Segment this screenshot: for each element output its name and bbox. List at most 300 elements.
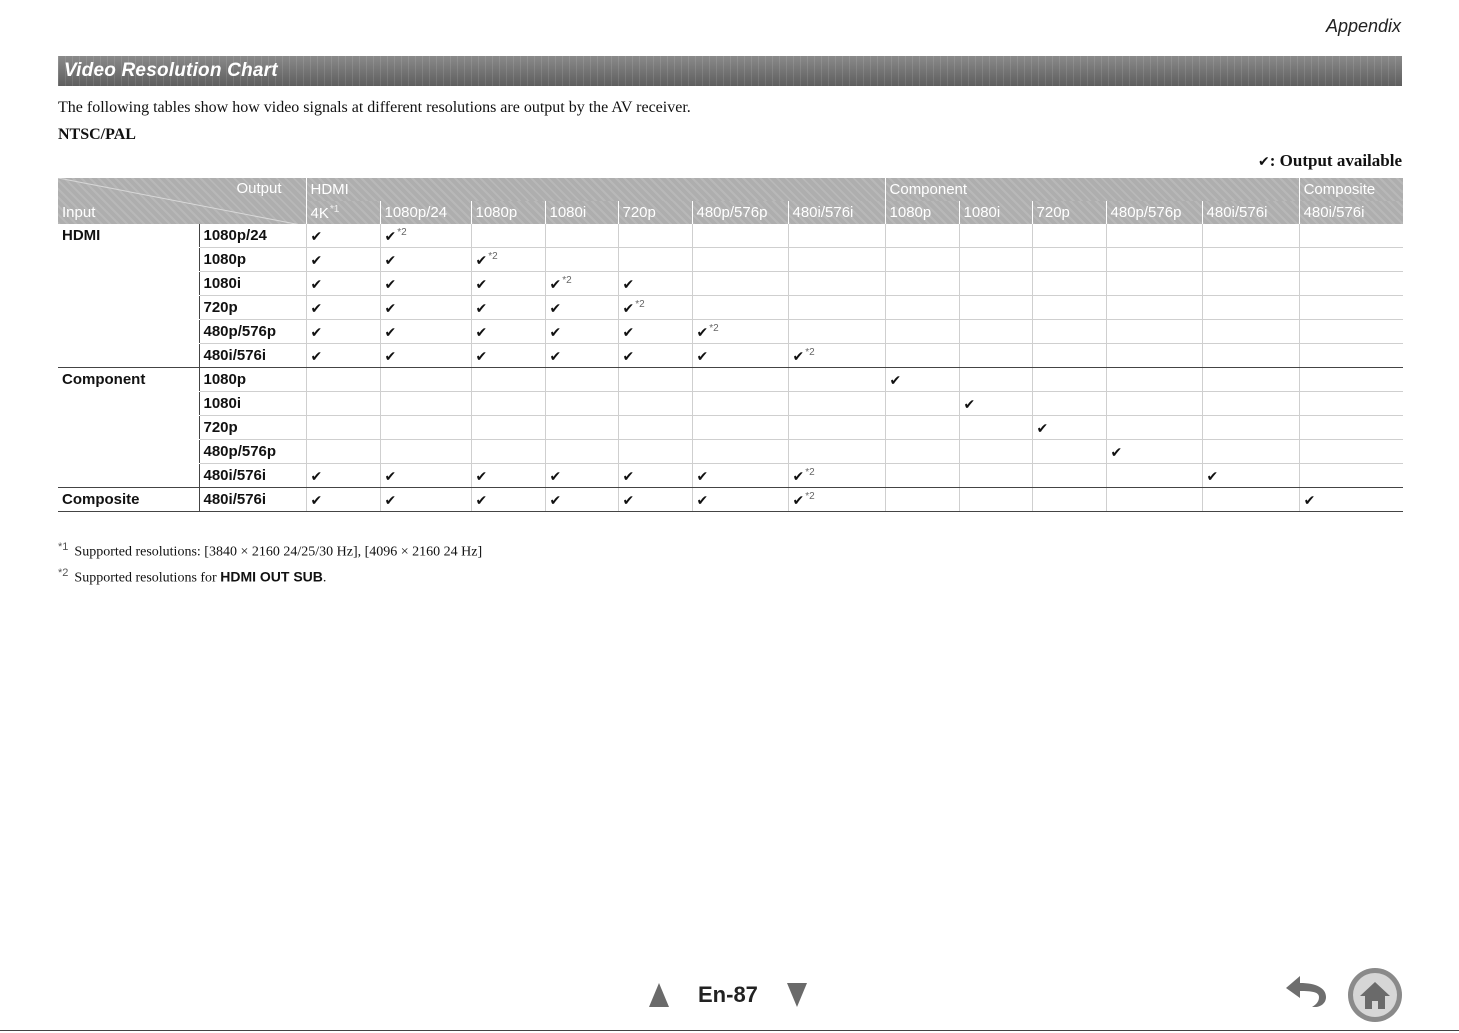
footnote-ref: *2 bbox=[397, 226, 407, 238]
check-icon: ✔ bbox=[384, 228, 397, 245]
check-icon: ✔ bbox=[384, 252, 397, 269]
footnote-ref: *2 bbox=[805, 490, 815, 502]
footnote-ref: *2 bbox=[488, 250, 498, 262]
output-cell bbox=[885, 464, 959, 488]
check-icon: ✔ bbox=[622, 276, 635, 293]
output-cell bbox=[788, 224, 885, 248]
check-icon: ✔ bbox=[622, 324, 635, 341]
output-cell bbox=[1202, 272, 1299, 296]
output-cell bbox=[1202, 320, 1299, 344]
output-cell bbox=[959, 320, 1032, 344]
output-cell bbox=[618, 272, 692, 296]
check-icon: ✔ bbox=[792, 348, 805, 365]
output-cell bbox=[959, 296, 1032, 320]
output-cell bbox=[545, 392, 618, 416]
output-cell bbox=[471, 416, 545, 440]
output-cell bbox=[380, 392, 471, 416]
check-icon: ✔ bbox=[475, 300, 488, 317]
output-cell bbox=[1202, 416, 1299, 440]
input-group-cell bbox=[58, 392, 199, 416]
footnote-ref: *2 bbox=[805, 466, 815, 478]
output-cell bbox=[380, 296, 471, 320]
output-cell bbox=[885, 344, 959, 368]
check-icon: ✔ bbox=[310, 324, 323, 341]
footnote-ref: *2 bbox=[562, 274, 572, 286]
output-cell bbox=[306, 320, 380, 344]
table-row bbox=[58, 296, 1403, 320]
output-cell bbox=[471, 464, 545, 488]
intro-text: The following tables show how video signals at different resolutions are output by the AV receiver. bbox=[58, 99, 691, 116]
check-icon: ✔ bbox=[889, 372, 902, 389]
column-label: 720p bbox=[622, 204, 656, 221]
input-group-cell bbox=[58, 320, 199, 344]
check-icon: ✔ bbox=[475, 276, 488, 293]
output-cell bbox=[788, 248, 885, 272]
output-cell bbox=[380, 440, 471, 464]
output-cell bbox=[1032, 368, 1106, 392]
check-icon: ✔ bbox=[310, 468, 323, 485]
output-cell bbox=[885, 272, 959, 296]
input-resolution-cell: 720p bbox=[199, 296, 306, 320]
output-cell bbox=[1032, 248, 1106, 272]
check-icon: ✔ bbox=[696, 324, 709, 341]
footnote-1 bbox=[58, 537, 482, 563]
column-label: 1080i bbox=[963, 204, 1001, 221]
check-icon: ✔ bbox=[310, 276, 323, 293]
output-cell bbox=[692, 224, 788, 248]
table-row bbox=[58, 368, 1403, 392]
column-label: 480i/576i bbox=[1303, 204, 1365, 221]
output-cell bbox=[1299, 224, 1403, 248]
footnote-bold: HDMI OUT SUB bbox=[220, 568, 323, 585]
output-cell bbox=[788, 416, 885, 440]
output-cell bbox=[471, 272, 545, 296]
table-row bbox=[58, 344, 1403, 368]
output-cell bbox=[1299, 296, 1403, 320]
column-label: 480p/576p bbox=[696, 204, 768, 221]
corner-output-label: Output bbox=[236, 180, 282, 197]
input-group-cell bbox=[58, 296, 199, 320]
check-icon: ✔ bbox=[475, 252, 488, 269]
input-group-cell bbox=[58, 464, 199, 488]
output-cell bbox=[306, 392, 380, 416]
output-cell bbox=[618, 368, 692, 392]
output-cell bbox=[885, 392, 959, 416]
output-column-header bbox=[306, 201, 380, 224]
input-group-cell bbox=[58, 344, 199, 368]
output-cell bbox=[692, 488, 788, 512]
input-group-cell bbox=[58, 272, 199, 296]
output-cell bbox=[959, 344, 1032, 368]
output-cell bbox=[1106, 464, 1202, 488]
check-icon: ✔ bbox=[549, 276, 562, 293]
input-resolution-cell: 1080i bbox=[199, 272, 306, 296]
output-cell bbox=[306, 248, 380, 272]
output-cell bbox=[1106, 320, 1202, 344]
output-cell bbox=[959, 368, 1032, 392]
footnote-tail: . bbox=[322, 570, 327, 586]
output-cell bbox=[380, 416, 471, 440]
output-cell bbox=[1032, 392, 1106, 416]
output-cell bbox=[618, 440, 692, 464]
output-column-header bbox=[1299, 201, 1403, 224]
output-cell bbox=[885, 224, 959, 248]
output-cell bbox=[692, 344, 788, 368]
check-icon: ✔ bbox=[549, 492, 562, 509]
output-cell bbox=[306, 464, 380, 488]
table-row bbox=[58, 320, 1403, 344]
output-cell bbox=[618, 488, 692, 512]
input-group-cell: Composite bbox=[58, 488, 199, 512]
check-icon: ✔ bbox=[622, 348, 635, 365]
footnote-mark: *2 bbox=[58, 566, 69, 579]
output-cell bbox=[306, 344, 380, 368]
input-group-cell bbox=[58, 440, 199, 464]
output-cell bbox=[788, 464, 885, 488]
title-bar bbox=[58, 56, 1402, 86]
output-cell bbox=[306, 440, 380, 464]
output-cell bbox=[885, 488, 959, 512]
output-cell bbox=[788, 488, 885, 512]
output-cell bbox=[959, 392, 1032, 416]
output-group-hdmi: HDMI bbox=[306, 178, 885, 201]
page-title: Video Resolution Chart bbox=[64, 60, 278, 81]
check-icon: ✔ bbox=[549, 324, 562, 341]
output-cell bbox=[1032, 272, 1106, 296]
legend bbox=[1258, 151, 1402, 171]
output-cell bbox=[1106, 392, 1202, 416]
footnote-ref: *1 bbox=[329, 203, 340, 215]
output-cell bbox=[885, 296, 959, 320]
output-cell bbox=[545, 344, 618, 368]
table-corner-header bbox=[58, 178, 306, 224]
output-column-header bbox=[692, 201, 788, 224]
output-cell bbox=[306, 296, 380, 320]
input-group-cell bbox=[58, 416, 199, 440]
output-cell bbox=[618, 344, 692, 368]
output-cell bbox=[959, 248, 1032, 272]
output-cell bbox=[471, 440, 545, 464]
triangle-up-icon[interactable] bbox=[648, 982, 670, 1008]
table-row bbox=[58, 416, 1403, 440]
output-cell bbox=[471, 224, 545, 248]
check-icon: ✔ bbox=[475, 324, 488, 341]
output-column-header bbox=[1106, 201, 1202, 224]
column-label: 4K bbox=[310, 204, 329, 222]
footnote-2 bbox=[58, 563, 482, 589]
output-cell bbox=[788, 272, 885, 296]
output-cell bbox=[1299, 488, 1403, 512]
output-cell bbox=[1106, 272, 1202, 296]
output-cell bbox=[1299, 344, 1403, 368]
check-icon: ✔ bbox=[1036, 420, 1049, 437]
output-cell bbox=[380, 344, 471, 368]
output-cell bbox=[959, 224, 1032, 248]
check-icon: ✔ bbox=[1258, 154, 1270, 170]
page-bottom-rule bbox=[0, 1030, 1459, 1031]
output-cell bbox=[885, 368, 959, 392]
output-cell bbox=[1299, 440, 1403, 464]
output-cell bbox=[545, 248, 618, 272]
check-icon: ✔ bbox=[1303, 492, 1316, 509]
output-cell bbox=[1032, 320, 1106, 344]
output-cell bbox=[471, 392, 545, 416]
check-icon: ✔ bbox=[475, 492, 488, 509]
output-cell bbox=[1032, 344, 1106, 368]
output-cell bbox=[692, 296, 788, 320]
output-cell bbox=[306, 224, 380, 248]
output-cell bbox=[1106, 248, 1202, 272]
output-cell bbox=[618, 416, 692, 440]
output-cell bbox=[959, 440, 1032, 464]
footnote-ref: *2 bbox=[805, 346, 815, 358]
output-cell bbox=[692, 440, 788, 464]
output-cell bbox=[1202, 344, 1299, 368]
output-cell bbox=[788, 296, 885, 320]
output-cell bbox=[692, 368, 788, 392]
output-cell bbox=[618, 296, 692, 320]
output-cell bbox=[1106, 368, 1202, 392]
output-cell bbox=[380, 272, 471, 296]
output-cell bbox=[306, 488, 380, 512]
table-row bbox=[58, 272, 1403, 296]
output-cell bbox=[380, 320, 471, 344]
output-column-header bbox=[788, 201, 885, 224]
check-icon: ✔ bbox=[475, 468, 488, 485]
table-row bbox=[58, 224, 1403, 248]
check-icon: ✔ bbox=[696, 492, 709, 509]
output-cell bbox=[1202, 248, 1299, 272]
output-cell bbox=[306, 368, 380, 392]
page-number: En-87 bbox=[698, 982, 758, 1007]
check-icon: ✔ bbox=[310, 492, 323, 509]
input-resolution-cell: 480i/576i bbox=[199, 344, 306, 368]
return-arrow-icon[interactable] bbox=[1282, 970, 1334, 1010]
input-resolution-cell: 480i/576i bbox=[199, 488, 306, 512]
input-resolution-cell: 480p/576p bbox=[199, 320, 306, 344]
output-cell bbox=[545, 296, 618, 320]
output-cell bbox=[1032, 296, 1106, 320]
output-cell bbox=[788, 440, 885, 464]
column-label: 720p bbox=[1036, 204, 1070, 221]
column-label: 480p/576p bbox=[1110, 204, 1182, 221]
output-cell bbox=[692, 272, 788, 296]
output-cell bbox=[1202, 368, 1299, 392]
column-label: 1080i bbox=[549, 204, 587, 221]
output-cell bbox=[471, 320, 545, 344]
output-cell bbox=[959, 416, 1032, 440]
input-resolution-cell: 480p/576p bbox=[199, 440, 306, 464]
table-row bbox=[58, 464, 1403, 488]
column-label: 1080p bbox=[475, 204, 518, 221]
triangle-down-icon[interactable] bbox=[786, 982, 808, 1008]
table-row bbox=[58, 488, 1403, 512]
output-cell bbox=[545, 272, 618, 296]
output-cell bbox=[545, 464, 618, 488]
output-cell bbox=[1299, 416, 1403, 440]
output-cell bbox=[885, 416, 959, 440]
output-cell bbox=[618, 320, 692, 344]
output-cell bbox=[1032, 416, 1106, 440]
output-cell bbox=[471, 368, 545, 392]
output-cell bbox=[1106, 296, 1202, 320]
output-cell bbox=[618, 392, 692, 416]
footnote-mark: *1 bbox=[58, 541, 69, 553]
output-cell bbox=[1202, 392, 1299, 416]
output-cell bbox=[1299, 248, 1403, 272]
output-cell bbox=[1032, 224, 1106, 248]
footnotes bbox=[58, 537, 482, 588]
output-cell bbox=[959, 464, 1032, 488]
output-cell bbox=[1202, 440, 1299, 464]
table-row bbox=[58, 440, 1403, 464]
check-icon: ✔ bbox=[1206, 468, 1219, 485]
output-cell bbox=[471, 488, 545, 512]
output-cell bbox=[1106, 440, 1202, 464]
output-cell bbox=[471, 296, 545, 320]
output-cell bbox=[545, 488, 618, 512]
output-column-header bbox=[885, 201, 959, 224]
output-cell bbox=[1299, 320, 1403, 344]
footnote-ref: *2 bbox=[635, 298, 645, 310]
check-icon: ✔ bbox=[310, 252, 323, 269]
output-cell bbox=[1202, 296, 1299, 320]
output-column-header bbox=[959, 201, 1032, 224]
home-icon[interactable] bbox=[1346, 966, 1404, 1024]
check-icon: ✔ bbox=[622, 468, 635, 485]
output-cell bbox=[1106, 224, 1202, 248]
output-cell bbox=[1032, 464, 1106, 488]
input-group-cell: Component bbox=[62, 371, 146, 388]
output-cell bbox=[1299, 392, 1403, 416]
output-cell bbox=[885, 248, 959, 272]
output-cell bbox=[885, 320, 959, 344]
output-cell bbox=[618, 224, 692, 248]
output-cell bbox=[959, 488, 1032, 512]
input-group-cell: HDMI bbox=[62, 227, 101, 244]
corner-input-label: Input bbox=[62, 204, 96, 221]
output-cell bbox=[1106, 488, 1202, 512]
output-cell bbox=[1202, 488, 1299, 512]
section-label: Appendix bbox=[1325, 16, 1401, 36]
check-icon: ✔ bbox=[549, 300, 562, 317]
check-icon: ✔ bbox=[549, 468, 562, 485]
output-column-header bbox=[380, 201, 471, 224]
output-cell bbox=[618, 248, 692, 272]
check-icon: ✔ bbox=[792, 492, 805, 509]
output-cell bbox=[788, 392, 885, 416]
output-cell bbox=[1202, 224, 1299, 248]
check-icon: ✔ bbox=[1110, 444, 1123, 461]
output-cell bbox=[545, 440, 618, 464]
check-icon: ✔ bbox=[384, 300, 397, 317]
check-icon: ✔ bbox=[696, 348, 709, 365]
output-cell bbox=[380, 488, 471, 512]
check-icon: ✔ bbox=[384, 468, 397, 485]
check-icon: ✔ bbox=[310, 348, 323, 365]
input-resolution-cell: 1080p bbox=[199, 248, 306, 272]
output-cell bbox=[788, 320, 885, 344]
page-navigation bbox=[648, 982, 808, 1008]
column-label: 1080p bbox=[889, 204, 932, 221]
check-icon: ✔ bbox=[792, 468, 805, 485]
check-icon: ✔ bbox=[963, 396, 976, 413]
check-icon: ✔ bbox=[384, 324, 397, 341]
check-icon: ✔ bbox=[384, 492, 397, 509]
output-cell bbox=[545, 320, 618, 344]
footnote-text: Supported resolutions: [3840 × 2160 24/25/30 Hz], [4096 × 2160 24 Hz] bbox=[74, 544, 483, 560]
output-cell bbox=[1032, 488, 1106, 512]
output-column-header bbox=[545, 201, 618, 224]
output-cell bbox=[618, 464, 692, 488]
output-cell bbox=[692, 464, 788, 488]
output-cell bbox=[380, 248, 471, 272]
output-group-component: Component bbox=[885, 178, 1299, 201]
output-cell bbox=[1299, 272, 1403, 296]
output-cell bbox=[471, 344, 545, 368]
check-icon: ✔ bbox=[384, 276, 397, 293]
output-cell bbox=[306, 416, 380, 440]
input-resolution-cell: 1080i bbox=[199, 392, 306, 416]
check-icon: ✔ bbox=[622, 492, 635, 509]
output-cell bbox=[545, 224, 618, 248]
column-label: 480i/576i bbox=[1206, 204, 1268, 221]
input-resolution-cell: 480i/576i bbox=[199, 464, 306, 488]
output-cell bbox=[788, 368, 885, 392]
output-cell bbox=[885, 440, 959, 464]
check-icon: ✔ bbox=[384, 348, 397, 365]
output-cell bbox=[380, 368, 471, 392]
legend-text: : Output available bbox=[1269, 151, 1402, 170]
input-group-cell bbox=[58, 248, 199, 272]
output-cell bbox=[380, 464, 471, 488]
output-cell bbox=[788, 344, 885, 368]
input-resolution-cell: 720p bbox=[199, 416, 306, 440]
output-cell bbox=[1299, 368, 1403, 392]
output-cell bbox=[1106, 344, 1202, 368]
output-cell bbox=[380, 224, 471, 248]
input-resolution-cell: 1080p bbox=[199, 368, 306, 392]
output-column-header bbox=[1202, 201, 1299, 224]
output-cell bbox=[306, 272, 380, 296]
output-column-header bbox=[618, 201, 692, 224]
check-icon: ✔ bbox=[310, 300, 323, 317]
output-column-header bbox=[1032, 201, 1106, 224]
output-cell bbox=[1202, 464, 1299, 488]
output-cell bbox=[692, 416, 788, 440]
check-icon: ✔ bbox=[475, 348, 488, 365]
subsection-title: NTSC/PAL bbox=[58, 126, 136, 143]
output-cell bbox=[959, 272, 1032, 296]
video-resolution-table bbox=[58, 178, 1403, 512]
footnote-ref: *2 bbox=[709, 322, 719, 334]
output-column-header bbox=[471, 201, 545, 224]
output-cell bbox=[692, 320, 788, 344]
output-cell bbox=[471, 248, 545, 272]
footnote-text: Supported resolutions for bbox=[74, 570, 221, 586]
input-resolution-cell: 1080p/24 bbox=[199, 224, 306, 248]
table-row bbox=[58, 392, 1403, 416]
output-cell bbox=[692, 392, 788, 416]
output-cell bbox=[545, 416, 618, 440]
output-cell bbox=[1106, 416, 1202, 440]
check-icon: ✔ bbox=[549, 348, 562, 365]
column-label: 480i/576i bbox=[792, 204, 854, 221]
check-icon: ✔ bbox=[696, 468, 709, 485]
check-icon: ✔ bbox=[622, 300, 635, 317]
output-cell bbox=[1299, 464, 1403, 488]
output-cell bbox=[545, 368, 618, 392]
